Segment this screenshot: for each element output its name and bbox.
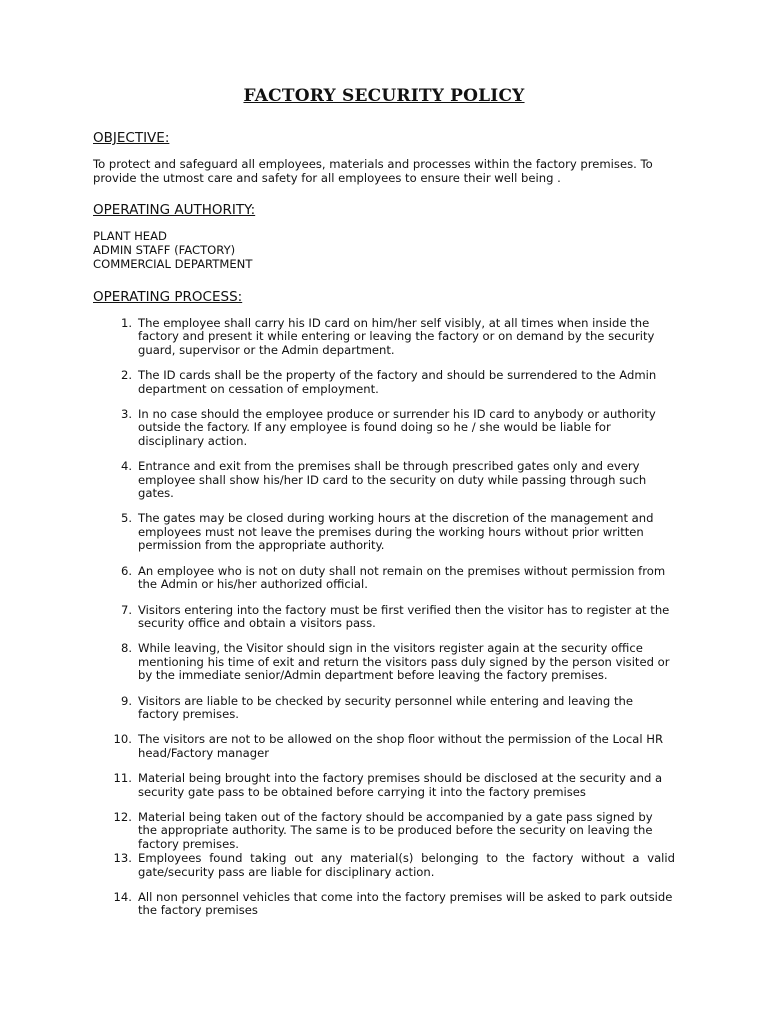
process-item [93, 695, 675, 722]
item-number: 13. [113, 851, 132, 866]
item-text: The gates may be closed during working hours at the discretion of the management and employees must not leave the premises during the working hours without prior written permission from the appropriate authority. [138, 511, 654, 553]
item-number: 11. [113, 771, 132, 786]
item-number: 6. [120, 563, 132, 578]
document-title: FACTORY SECURITY POLICY [243, 86, 525, 106]
item-text: The ID cards shall be the property of the factory and should be surrendered to the Admin department on cessation of employment. [138, 368, 657, 396]
item-text: An employee who is not on duty shall not remain on the premises without permission from the Admin or his/her authorized official. [138, 563, 666, 592]
process-item [93, 891, 675, 918]
item-number: 2. [120, 368, 132, 383]
item-number: 9. [120, 693, 132, 708]
authority-item: PLANT HEAD [93, 229, 167, 243]
process-item [93, 852, 675, 879]
item-number: 14. [113, 890, 132, 904]
process-item [93, 733, 675, 760]
item-text: Material being brought into the factory premises should be disclosed at the security and a security gate pass to be obtained before carrying it into the factory premises [138, 771, 663, 799]
item-number: 12. [113, 809, 132, 824]
item-text: The visitors are not to be allowed on the shop floor without the permission of the Local HR head/Factory manager [138, 732, 663, 760]
process-item [93, 460, 675, 500]
process-item [93, 565, 675, 592]
process-item [93, 369, 675, 396]
process-item [93, 604, 675, 631]
item-number: 5. [120, 511, 132, 526]
item-text: Employees found taking out any material(s) belonging to the factory without a valid gate/security pass are liable for disciplinary action. [138, 851, 675, 879]
operating-authority-list [93, 229, 675, 271]
objective-heading: OBJECTIVE: [93, 130, 170, 146]
process-item [93, 317, 675, 357]
authority-item: ADMIN STAFF (FACTORY) [93, 243, 236, 257]
objective-text: To protect and safeguard all employees, materials and processes within the factory premises. To provide the utmost care and safety for all employees to ensure their well being . [93, 157, 653, 185]
item-text: Material being taken out of the factory should be accompanied by a gate pass signed by the appropriate authority. The same is to be produced before the security on leaving the factory premises. [138, 809, 653, 851]
item-number: 8. [120, 641, 132, 656]
item-text: Entrance and exit from the premises shall be through prescribed gates only and every employee shall show his/her ID card to the security on duty while passing through such gates. [138, 459, 647, 501]
item-number: 1. [120, 316, 132, 330]
item-number: 3. [120, 407, 132, 422]
process-item [93, 811, 675, 851]
item-number: 4. [120, 459, 132, 474]
operating-process-list [93, 317, 675, 918]
process-item [93, 642, 675, 682]
item-text: All non personnel vehicles that come into the factory premises will be asked to park outside the factory premises [138, 890, 673, 918]
item-number: 10. [113, 732, 132, 747]
process-item [93, 512, 675, 552]
item-number: 7. [120, 602, 132, 617]
item-text: In no case should the employee produce or surrender his ID card to anybody or authority outside the factory. If any employee is found doing so he / she would be liable for disciplinary action. [138, 407, 656, 448]
item-text: Visitors entering into the factory must be first verified then the visitor has to register at the security office and obtain a visitors pass. [138, 602, 670, 630]
item-text: Visitors are liable to be checked by security personnel while entering and leaving the factory premises. [138, 693, 633, 721]
authority-item: COMMERCIAL DEPARTMENT [93, 257, 253, 271]
process-item [93, 408, 675, 448]
process-item [93, 772, 675, 799]
item-text: While leaving, the Visitor should sign in the visitors register again at the security office mentioning his time of exit and return the visitors pass duly signed by the person visited or by the immediate senior/Admin department before leaving the factory premises. [138, 641, 670, 683]
operating-authority-heading: OPERATING AUTHORITY: [93, 202, 256, 218]
item-text: The employee shall carry his ID card on him/her self visibly, at all times when inside the factory and present it while entering or leaving the factory or on demand by the security guard, supervisor or the Admin department. [138, 316, 655, 357]
operating-process-heading: OPERATING PROCESS: [93, 289, 243, 305]
